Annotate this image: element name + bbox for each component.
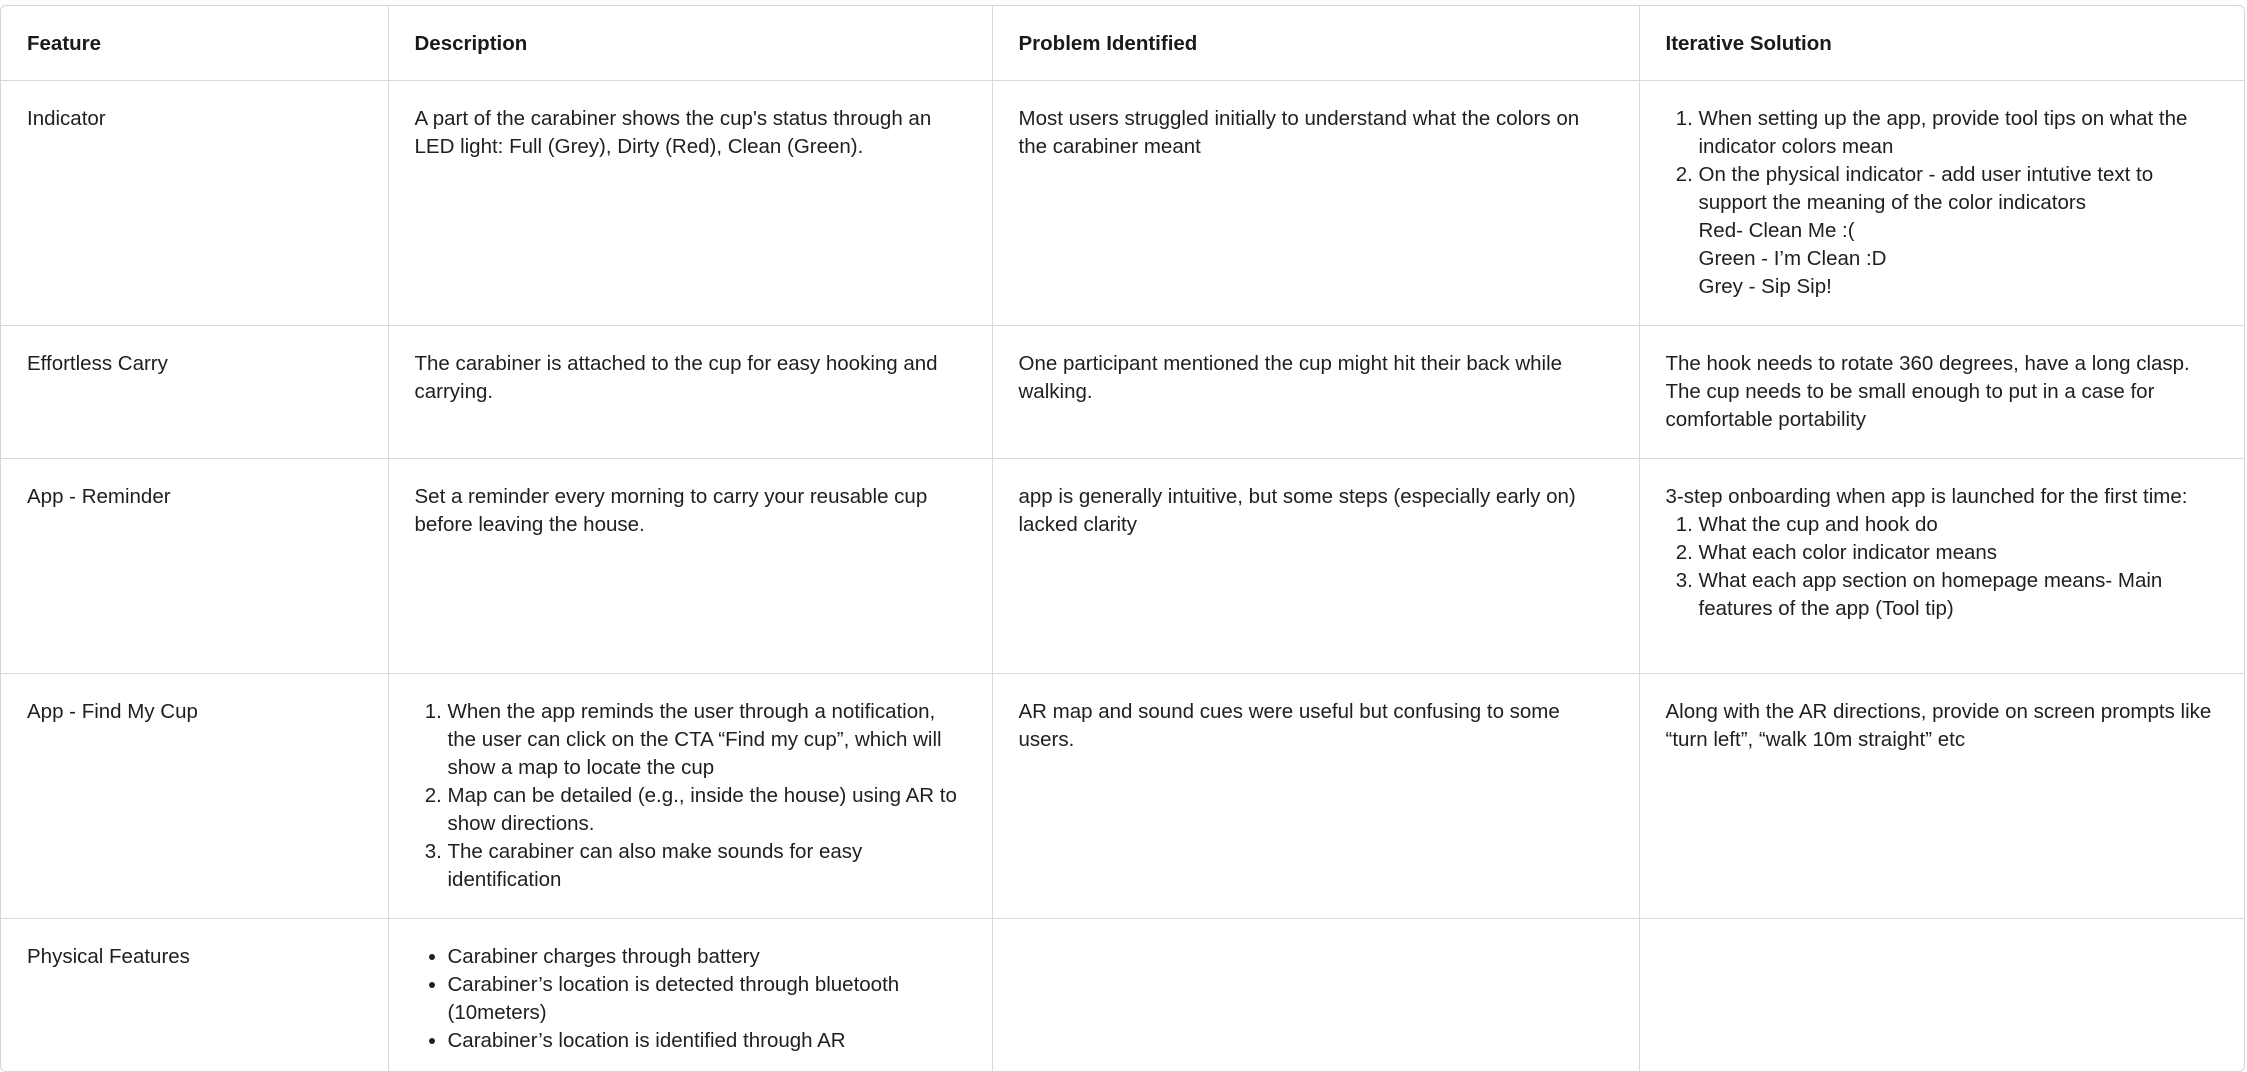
description-list (415, 698, 966, 894)
list-item: 3. The carabiner can also make sounds for easy identification (448, 838, 966, 894)
cell-description (388, 918, 992, 1072)
header-problem-identified: Problem Identified (992, 6, 1639, 80)
cell-problem: Most users struggled initially to understand what the colors on the carabiner meant (992, 80, 1639, 325)
list-item: 2. On the physical indicator - add user intutive text to support the meaning of the color indicators Red- Clean Me :( Green - I’m Clean :D Grey - Sip Sip! (1699, 161, 2219, 301)
cell-feature: Effortless Carry (1, 325, 388, 458)
feature-table-container (0, 5, 2245, 1072)
list-item: 2. What each color indicator means (1699, 539, 2219, 567)
list-item: 2. Map can be detailed (e.g., inside the house) using AR to show directions. (448, 782, 966, 838)
list-item: 1. When the app reminds the user through a notification, the user can click on the CTA “Find my cup”, which will show a map to locate the cup (448, 698, 966, 782)
feature-table (1, 6, 2244, 1072)
cell-feature: Indicator (1, 80, 388, 325)
list-item: 3. What each app section on homepage means- Main features of the app (Tool tip) (1699, 567, 2219, 623)
cell-problem: AR map and sound cues were useful but confusing to some users. (992, 673, 1639, 918)
table-row (1, 80, 2244, 325)
table-row (1, 673, 2244, 918)
header-iterative-solution: Iterative Solution (1639, 6, 2244, 80)
solution-list (1666, 105, 2219, 301)
cell-solution: The hook needs to rotate 360 degrees, have a long clasp. The cup needs to be small enough to put in a case for comfortable portability (1639, 325, 2244, 458)
list-item: • Carabiner’s location is detected through bluetooth (10meters) (448, 971, 966, 1027)
cell-feature: App - Find My Cup (1, 673, 388, 918)
list-item: 1. What the cup and hook do (1699, 511, 2219, 539)
cell-description: The carabiner is attached to the cup for easy hooking and carrying. (388, 325, 992, 458)
header-description: Description (388, 6, 992, 80)
solution-list (1666, 511, 2219, 623)
cell-feature: Physical Features (1, 918, 388, 1072)
header-feature: Feature (1, 6, 388, 80)
cell-problem: One participant mentioned the cup might hit their back while walking. (992, 325, 1639, 458)
table-row (1, 458, 2244, 673)
table-row (1, 325, 2244, 458)
list-item: 1. When setting up the app, provide tool tips on what the indicator colors mean (1699, 105, 2219, 161)
cell-feature: App - Reminder (1, 458, 388, 673)
cell-description: Set a reminder every morning to carry your reusable cup before leaving the house. (388, 458, 992, 673)
list-item: • Carabiner’s location is identified through AR (448, 1027, 966, 1055)
list-item: • Carabiner charges through battery (448, 943, 966, 971)
cell-solution (1639, 918, 2244, 1072)
table-row (1, 918, 2244, 1072)
cell-description (388, 673, 992, 918)
description-list (415, 943, 966, 1055)
cell-description: A part of the carabiner shows the cup's status through an LED light: Full (Grey), Dirty (Red), Clean (Green). (388, 80, 992, 325)
solution-intro: 3-step onboarding when app is launched for the first time: (1665, 484, 2188, 508)
table-header-row (1, 6, 2244, 80)
cell-problem (992, 918, 1639, 1072)
cell-solution (1639, 80, 2244, 325)
cell-solution: Along with the AR directions, provide on screen prompts like “turn left”, “walk 10m straight” etc (1639, 673, 2244, 918)
cell-solution (1639, 458, 2244, 673)
cell-problem: app is generally intuitive, but some steps (especially early on) lacked clarity (992, 458, 1639, 673)
